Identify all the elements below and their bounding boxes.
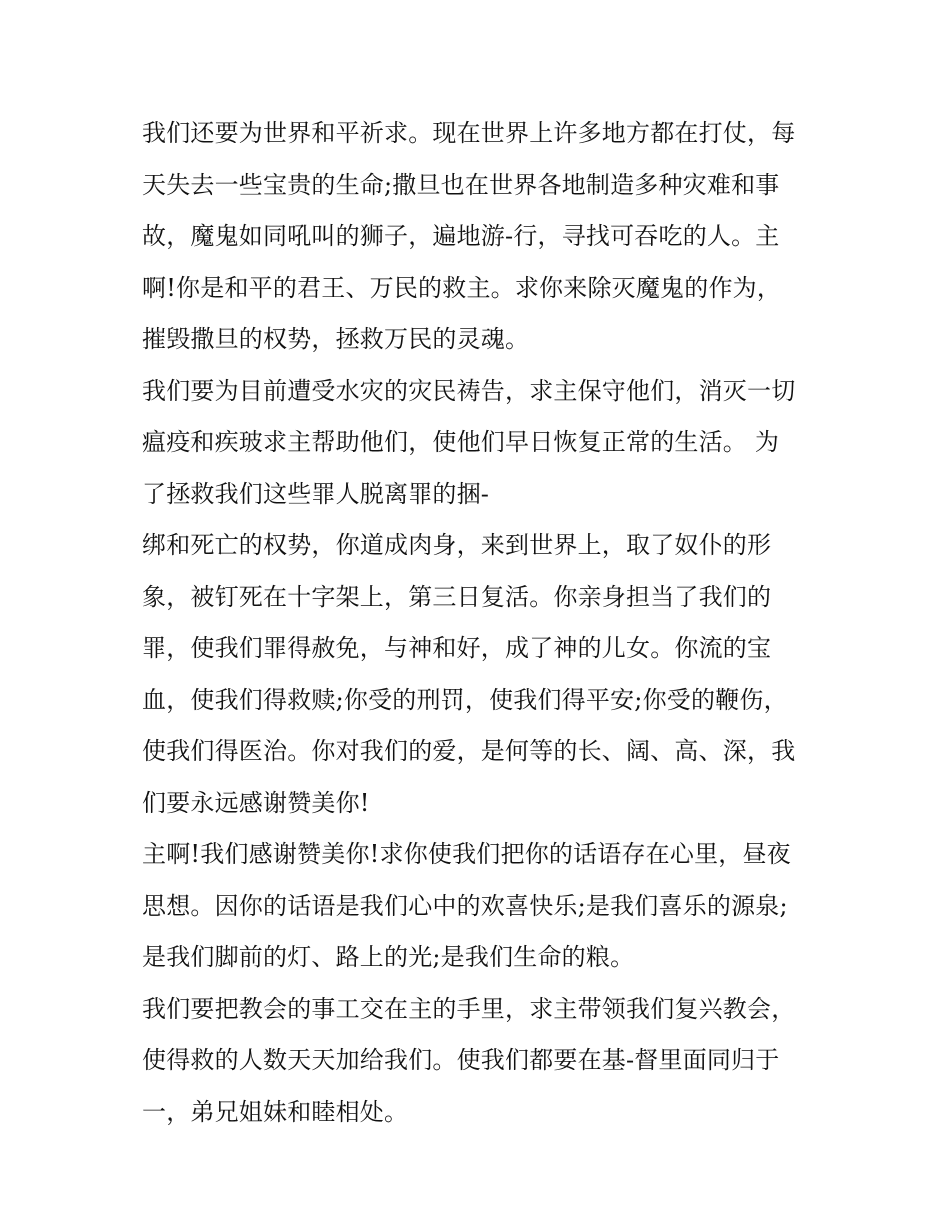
text-line: 摧毁撒旦的权势，拯救万民的灵魂。 bbox=[142, 325, 530, 353]
text-line: 主啊!我们感谢赞美你!求你使我们把你的话语存在心里，昼夜 bbox=[142, 840, 791, 868]
text-line: 啊!你是和平的君王、万民的救主。求你来除灭魔鬼的作为， bbox=[142, 273, 782, 302]
text-line: 了拯救我们这些罪人脱离罪的捆- bbox=[142, 479, 490, 508]
text-line: 绑和死亡的权势，你道成肉身，来到世界上，取了奴仆的形 bbox=[142, 531, 772, 559]
text-line: 使我们得医治。你对我们的爱，是何等的长、阔、高、深，我 bbox=[142, 737, 796, 765]
text-line: 我们还要为世界和平祈求。现在世界上许多地方都在打仗，每 bbox=[142, 119, 796, 147]
text-line: 瘟疫和疾玻求主帮助他们，使他们早日恢复正常的生活。 为 bbox=[142, 428, 780, 456]
text-line: 故，魔鬼如同吼叫的狮子，遍地游-行，寻找可吞吃的人。主 bbox=[142, 222, 780, 250]
text-line: 天失去一些宝贵的生命;撒旦也在世界各地制造多种灾难和事 bbox=[142, 170, 780, 199]
text-line: 是我们脚前的灯、路上的光;是我们生命的粮。 bbox=[142, 943, 635, 971]
text-line: 我们要为目前遭受水灾的灾民祷告，求主保守他们，消灭一切 bbox=[142, 376, 796, 405]
text-line: 象，被钉死在十字架上，第三日复活。你亲身担当了我们的 bbox=[142, 582, 772, 611]
text-line: 一，弟兄姐妹和睦相处。 bbox=[142, 1097, 409, 1126]
text-line: 我们要把教会的事工交在主的手里，求主带领我们复兴教会， bbox=[142, 994, 796, 1023]
text-line: 思想。因你的话语是我们心中的欢喜快乐;是我们喜乐的源泉; bbox=[142, 891, 788, 920]
text-line: 们要永远感谢赞美你! bbox=[142, 788, 370, 817]
text-line: 罪，使我们罪得赦免，与神和好，成了神的儿女。你流的宝 bbox=[142, 634, 772, 662]
body-text bbox=[142, 108, 832, 1138]
text-line: 血，使我们得救赎;你受的刑罚，使我们得平安;你受的鞭伤， bbox=[142, 685, 788, 714]
text-line: 使得救的人数天天加给我们。使我们都要在基-督里面同归于 bbox=[142, 1046, 780, 1074]
